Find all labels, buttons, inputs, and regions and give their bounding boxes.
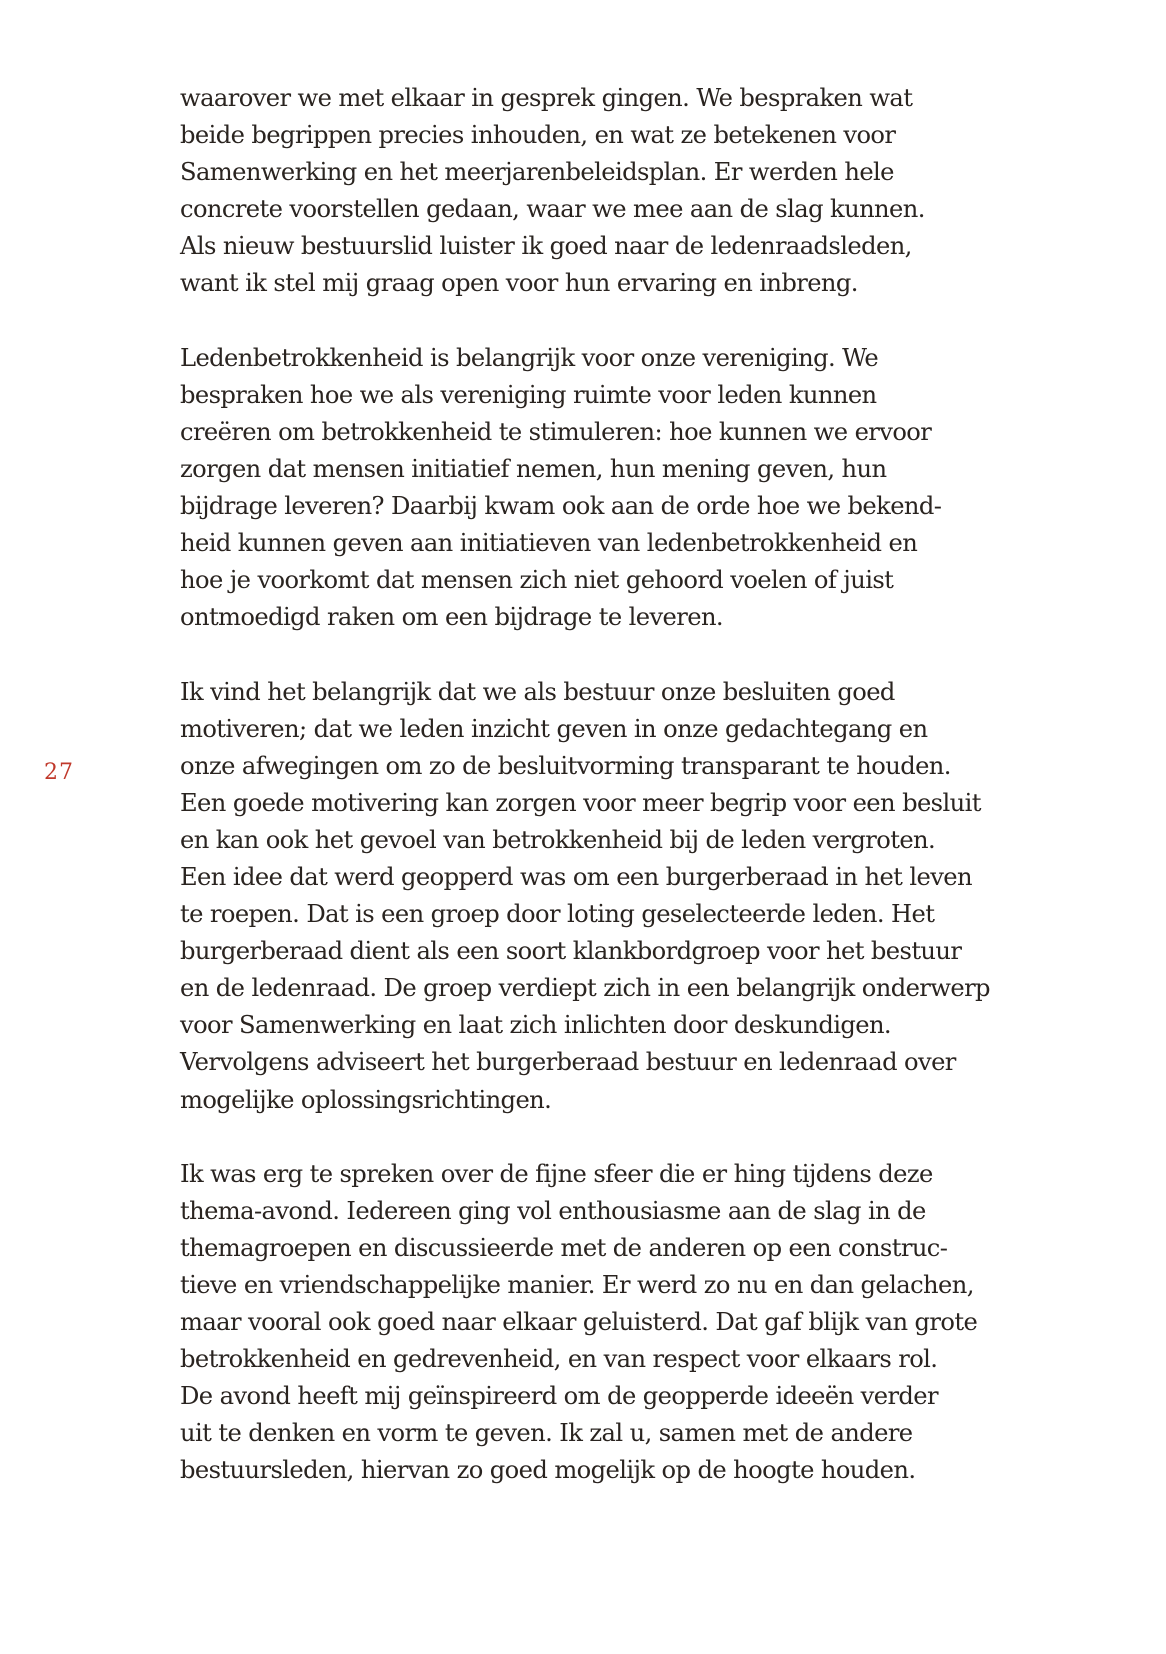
text-line: creëren om betrokkenheid te stimuleren: hoe kunnen we ervoor: [180, 417, 932, 446]
text-line: bespraken hoe we als vereniging ruimte voor leden kunnen: [180, 380, 877, 409]
text-line: concrete voorstellen gedaan, waar we mee aan de slag kunnen.: [180, 195, 925, 224]
page-number: 27: [44, 760, 74, 785]
text-line: thema-avond. Iedereen ging vol enthousiasme aan de slag in de: [180, 1196, 926, 1225]
text-line: Een goede motivering kan zorgen voor meer begrip voor een besluit: [180, 788, 981, 817]
paragraph-2: [180, 340, 1060, 637]
text-line: Een idee dat werd geopperd was om een burgerberaad in het leven: [180, 862, 972, 891]
text-line: bestuursleden, hiervan zo goed mogelijk op de hoogte houden.: [180, 1456, 916, 1485]
text-line: De avond heeft mij geïnspireerd om de geopperde ideeën verder: [180, 1382, 938, 1411]
text-line: hoe je voorkomt dat mensen zich niet gehoord voelen of juist: [180, 566, 894, 595]
text-line: Ik vind het belangrijk dat we als bestuur onze besluiten goed: [180, 677, 895, 706]
paragraph-3: [180, 674, 1060, 1119]
text-line: want ik stel mij graag open voor hun ervaring en inbreng.: [180, 269, 858, 298]
text-line: themagroepen en discussieerde met de anderen op een construc-: [180, 1233, 948, 1262]
paragraph-4: [180, 1156, 1060, 1490]
text-line: en kan ook het gevoel van betrokkenheid bij de leden vergroten.: [180, 825, 936, 854]
text-line: ontmoedigd raken om een bijdrage te leveren.: [180, 603, 724, 632]
text-line: tieve en vriendschappelijke manier. Er werd zo nu en dan gelachen,: [180, 1271, 974, 1299]
paragraph-1: [180, 80, 1060, 303]
text-line: Als nieuw bestuurslid luister ik goed naar de ledenraadsleden,: [180, 232, 912, 261]
text-line: mogelijke oplossingsrichtingen.: [180, 1085, 552, 1114]
text-line: waarover we met elkaar in gesprek gingen. We bespraken wat: [180, 84, 913, 112]
text-line: zorgen dat mensen initiatief nemen, hun mening geven, hun: [180, 454, 887, 483]
text-line: burgerberaad dient als een soort klankbordgroep voor het bestuur: [180, 937, 962, 966]
text-line: Samenwerking en het meerjarenbeleidsplan. Er werden hele: [180, 158, 894, 187]
text-line: voor Samenwerking en laat zich inlichten door deskundigen.: [180, 1011, 892, 1040]
text-line: heid kunnen geven aan initiatieven van ledenbetrokkenheid en: [180, 529, 918, 558]
text-line: maar vooral ook goed naar elkaar geluisterd. Dat gaf blijk van grote: [180, 1308, 978, 1337]
text-line: betrokkenheid en gedrevenheid, en van respect voor elkaars rol.: [180, 1345, 938, 1374]
text-line: Vervolgens adviseert het burgerberaad bestuur en ledenraad over: [180, 1048, 956, 1077]
text-line: onze afwegingen om zo de besluitvorming transparant te houden.: [180, 751, 951, 780]
text-line: Ik was erg te spreken over de fijne sfeer die er hing tijdens deze: [180, 1159, 933, 1188]
text-line: te roepen. Dat is een groep door loting geselecteerde leden. Het: [180, 900, 935, 929]
text-line: en de ledenraad. De groep verdiept zich in een belangrijk onderwerp: [180, 974, 990, 1003]
text-line: motiveren; dat we leden inzicht geven in onze gedachtegang en: [180, 714, 928, 743]
text-line: Ledenbetrokkenheid is belangrijk voor onze vereniging. We: [180, 343, 879, 372]
text-line: beide begrippen precies inhouden, en wat ze betekenen voor: [180, 121, 896, 150]
text-line: bijdrage leveren? Daarbij kwam ook aan de orde hoe we bekend-: [180, 492, 942, 521]
text-line: uit te denken en vorm te geven. Ik zal u, samen met de andere: [180, 1419, 913, 1448]
body-text: [180, 80, 1060, 1527]
